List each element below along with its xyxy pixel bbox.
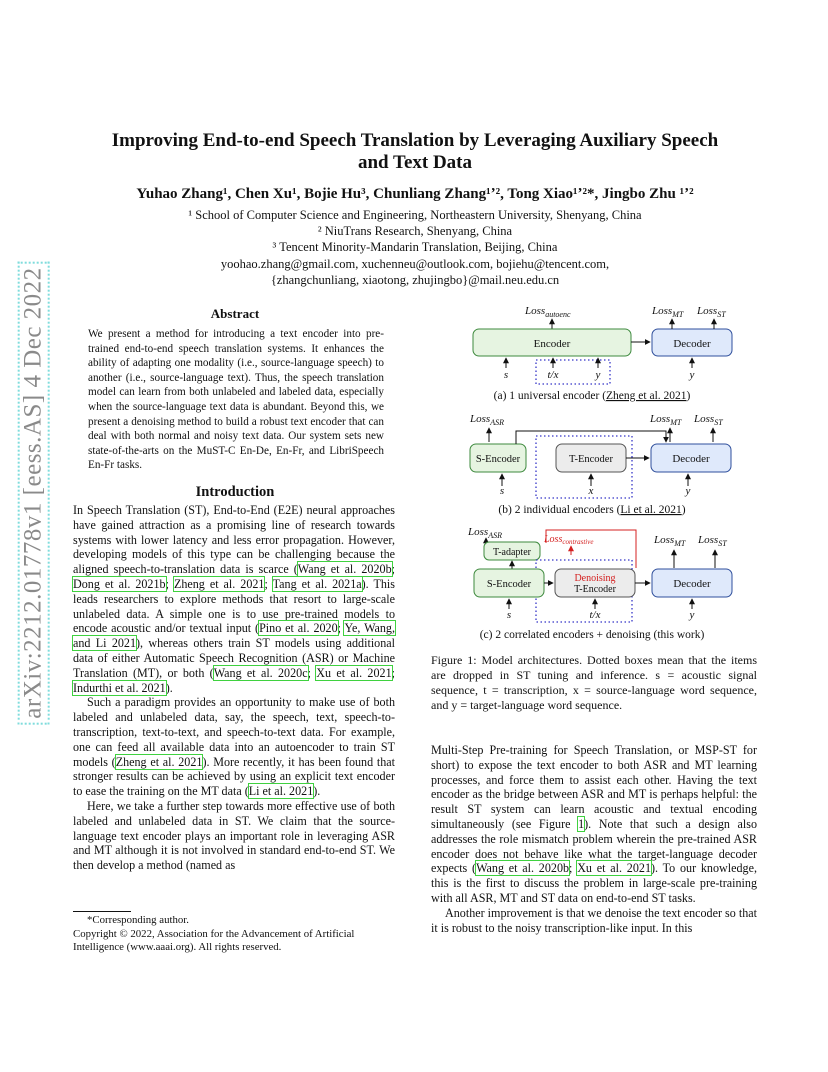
output-y: y (689, 609, 695, 621)
input-s: s (499, 485, 505, 497)
affiliation-2: ² NiuTrans Research, Shenyang, China (317, 224, 513, 239)
t-encoder-label: T-Encoder (569, 454, 613, 465)
loss-mt-label: Loss$_{MT}$ (652, 305, 684, 319)
corresponding-author-note: *Corresponding author. (87, 914, 189, 926)
copyright-note: Copyright © 2022, Association for the Advancement of Artificial Intelligence (www.aaai.org). All rights reserved. (73, 927, 355, 953)
loss-asr-label: Loss$_{ASR}$ (468, 526, 502, 540)
right-paragraph-2: Another improvement is that we denoise the text encoder so that it is robust to the noisy transcription-like input. In this (431, 905, 757, 935)
loss-st-label: Loss$_{ST}$ (698, 534, 727, 548)
citation-link[interactable]: Xu et al. 2021 (577, 861, 651, 876)
citation-link[interactable]: Xu et al. 2021 (316, 665, 392, 680)
loss-autoenc-label: Loss$_{autoenc}$ (525, 305, 571, 319)
decoder-label: Decoder (673, 578, 711, 590)
intro-paragraph-2: Such a paradigm provides an opportunity to make use of both labeled and unlabeled data, say, the speech, text, speech-to-transcription, text-to-text, and speech-to-text data. For example, one can feed all available data into an autoencoder to train ST models (Zheng et al. 2021). More recently, it has been found that stronger results can be achieved by using an explicit text encoder to ease the training on the MT data (Li et al. 2021). (73, 695, 395, 799)
citation-link[interactable]: Zheng et al. 2021 (173, 576, 265, 591)
right-paragraph-1: Multi-Step Pre-training for Speech Translation, or MSP-ST for short) to expose the text encoder to both ASR and MT learning processes, and force them to assist each other. Having the text encoder as the bridge between ASR and MT is perhaps helpful: the result ST system can learn acoustic and textual encoding simultaneously (see Figure 1). Note that such a design also addresses the role mismatch problem wherein the pre-trained ASR encoder does not behave like what the target-language decoder expects (Wang et al. 2020b; Xu et al. 2021). To our knowledge, this is the first to discuss the problem in large-scale pre-training with all ASR, MT and ST data on end-to-end ST tasks. (431, 743, 757, 905)
loss-mt-label: Loss$_{MT}$ (654, 534, 686, 548)
input-tx: t/x (589, 609, 601, 621)
abstract-heading: Abstract (210, 306, 260, 321)
output-y: y (685, 485, 691, 497)
input-tx: t/x (547, 369, 559, 381)
citation-link[interactable]: Wang et al. 2020b (476, 861, 570, 876)
citation-link: Li et al. 2021 (620, 504, 682, 516)
affiliations (120, 207, 710, 288)
abstract-text: We present a method for introducing a text encoder into pre-trained end-to-end speech translation systems. It enhances the ability of adapting one modality (i.e., source-language speech) to another (i.e., source-language text). Thus, the speech translation model can learn from both unlabeled and labeled data, especially when the source-language text data is abundant. Beyond this, we present a denoising method to build a robust text encoder that can deal with both normal and noisy text data. Our system sets new state-of-the-arts on the MuST-C En-De, En-Fr, and LibriSpeech En-Fr tasks. (88, 328, 384, 472)
loss-st-label: Loss$_{ST}$ (697, 305, 726, 319)
loss-mt-label: Loss$_{MT}$ (650, 413, 682, 427)
loss-contrastive-label: Loss$_{contrastive}$ (544, 534, 594, 546)
affiliation-3: ³ Tencent Minority-Mandarin Translation, Beijing, China (272, 240, 558, 255)
subcaption-b: (b) 2 individual encoders (Li et al. 2021) (498, 504, 686, 516)
citation-link[interactable]: Zheng et al. 2021 (115, 754, 203, 769)
emails-line-1: yoohao.zhang@gmail.com, xuchenneu@outlook.com, bojiehu@tencent.com, (220, 256, 610, 271)
t-adapter-label: T-adapter (493, 547, 531, 558)
subcaption-a: (a) 1 universal encoder (Zheng et al. 2021) (493, 390, 691, 402)
subfigure-a (473, 305, 732, 402)
connector (516, 431, 666, 444)
author-list: Yuhao Zhang¹, Chen Xu¹, Bojie Hu³, Chunliang Zhang¹ʼ², Tong Xiao¹ʼ²*, Jingbo Zhu ¹ʼ² (136, 186, 694, 202)
input-s: s (503, 369, 509, 381)
right-column-body (431, 743, 757, 935)
figure-1-caption: Figure 1: Model architectures. Dotted boxes mean that the items are dropped in ST tuning and inference. s = acoustic signal sequence, t = transcription, x = source-language word sequence, and y = target-language word sequence. (431, 653, 757, 712)
citation-link[interactable]: Wang et al. 2020c (213, 665, 308, 680)
citation-link[interactable]: Pino et al. 2020 (259, 621, 338, 636)
footnote-rule (73, 911, 131, 912)
subfigure-c (467, 526, 732, 641)
input-x: x (588, 485, 594, 497)
citation-link[interactable]: Dong et al. 2021b (73, 576, 166, 591)
encoder-label: Encoder (533, 338, 571, 350)
loss-st-label: Loss$_{ST}$ (694, 413, 723, 427)
figure-reference-link[interactable]: 1 (578, 816, 585, 831)
input-s: s (506, 609, 512, 621)
s-encoder-label: S-Encoder (475, 454, 521, 465)
denoising-label: Denoising (574, 573, 616, 584)
output-y: y (689, 369, 695, 381)
footnote (73, 914, 403, 955)
decoder-label: Decoder (673, 338, 711, 350)
citation-link[interactable]: Li et al. 2021 (248, 784, 314, 799)
decoder-label: Decoder (672, 453, 710, 465)
loss-asr-label: Loss$_{ASR}$ (470, 413, 504, 427)
s-encoder-label: S-Encoder (486, 579, 532, 590)
affiliation-1: ¹ School of Computer Science and Engineering, Northeastern University, Shenyang, China (188, 208, 642, 222)
arxiv-stamp (10, 238, 58, 748)
citation-link[interactable]: Wang et al. 2020b (297, 562, 392, 577)
introduction-heading: Introduction (195, 484, 275, 500)
figure-1-architectures (440, 300, 760, 650)
subcaption-c: (c) 2 correlated encoders + denoising (this work) (479, 629, 705, 641)
paper-title: Improving End-to-end Speech Translation by Leveraging Auxiliary Speech and Text Data (111, 130, 719, 173)
subfigure-b (469, 413, 731, 516)
t-encoder-label: T-Encoder (574, 584, 616, 595)
citation-link[interactable]: Indurthi et al. 2021 (73, 680, 166, 695)
arxiv-stamp-text: arXiv:2212.01778v1 [eess.AS] 4 Dec 2022 (18, 261, 50, 724)
citation-link[interactable]: Tang et al. 2021a (272, 576, 362, 591)
intro-paragraph-3: Here, we take a further step towards more effective use of both labeled and unlabeled data in ST. We claim that the source-language text encoder plays an important role in leveraging ASR and MT although it is not involved in standard end-to-end ST. We then develop a method (named as (73, 798, 395, 873)
emails-line-2: {zhangchunliang, xiaotong, zhujingbo}@mail.neu.edu.cn (270, 272, 560, 287)
intro-paragraph-1: In Speech Translation (ST), End-to-End (E2E) neural approaches have gained attraction as a promising line of research towards systems with lower latency and less error propagation. However, developing models of this type can be challenging because the aligned speech-to-translation data is scarce (Wang et al. 2020b; Dong et al. 2021b; Zheng et al. 2021; Tang et al. 2021a). This leads researchers to explore methods that resort to large-scale unlabeled data. A simple one is to use pre-trained models to encode acoustic and/or textual input (Pino et al. 2020; Ye, Wang, and Li 2021), whereas others train ST models using additional data of either Automatic Speech Recognition (ASR) or Machine Translation (MT), or both (Wang et al. 2020c; Xu et al. 2021; Indurthi et al. 2021). (73, 503, 395, 695)
left-column-body (73, 503, 395, 873)
citation-link[interactable]: Ye, Wang, and Li 2021 (73, 621, 395, 651)
input-y: y (595, 369, 601, 381)
citation-link: Zheng et al. 2021 (606, 390, 687, 402)
